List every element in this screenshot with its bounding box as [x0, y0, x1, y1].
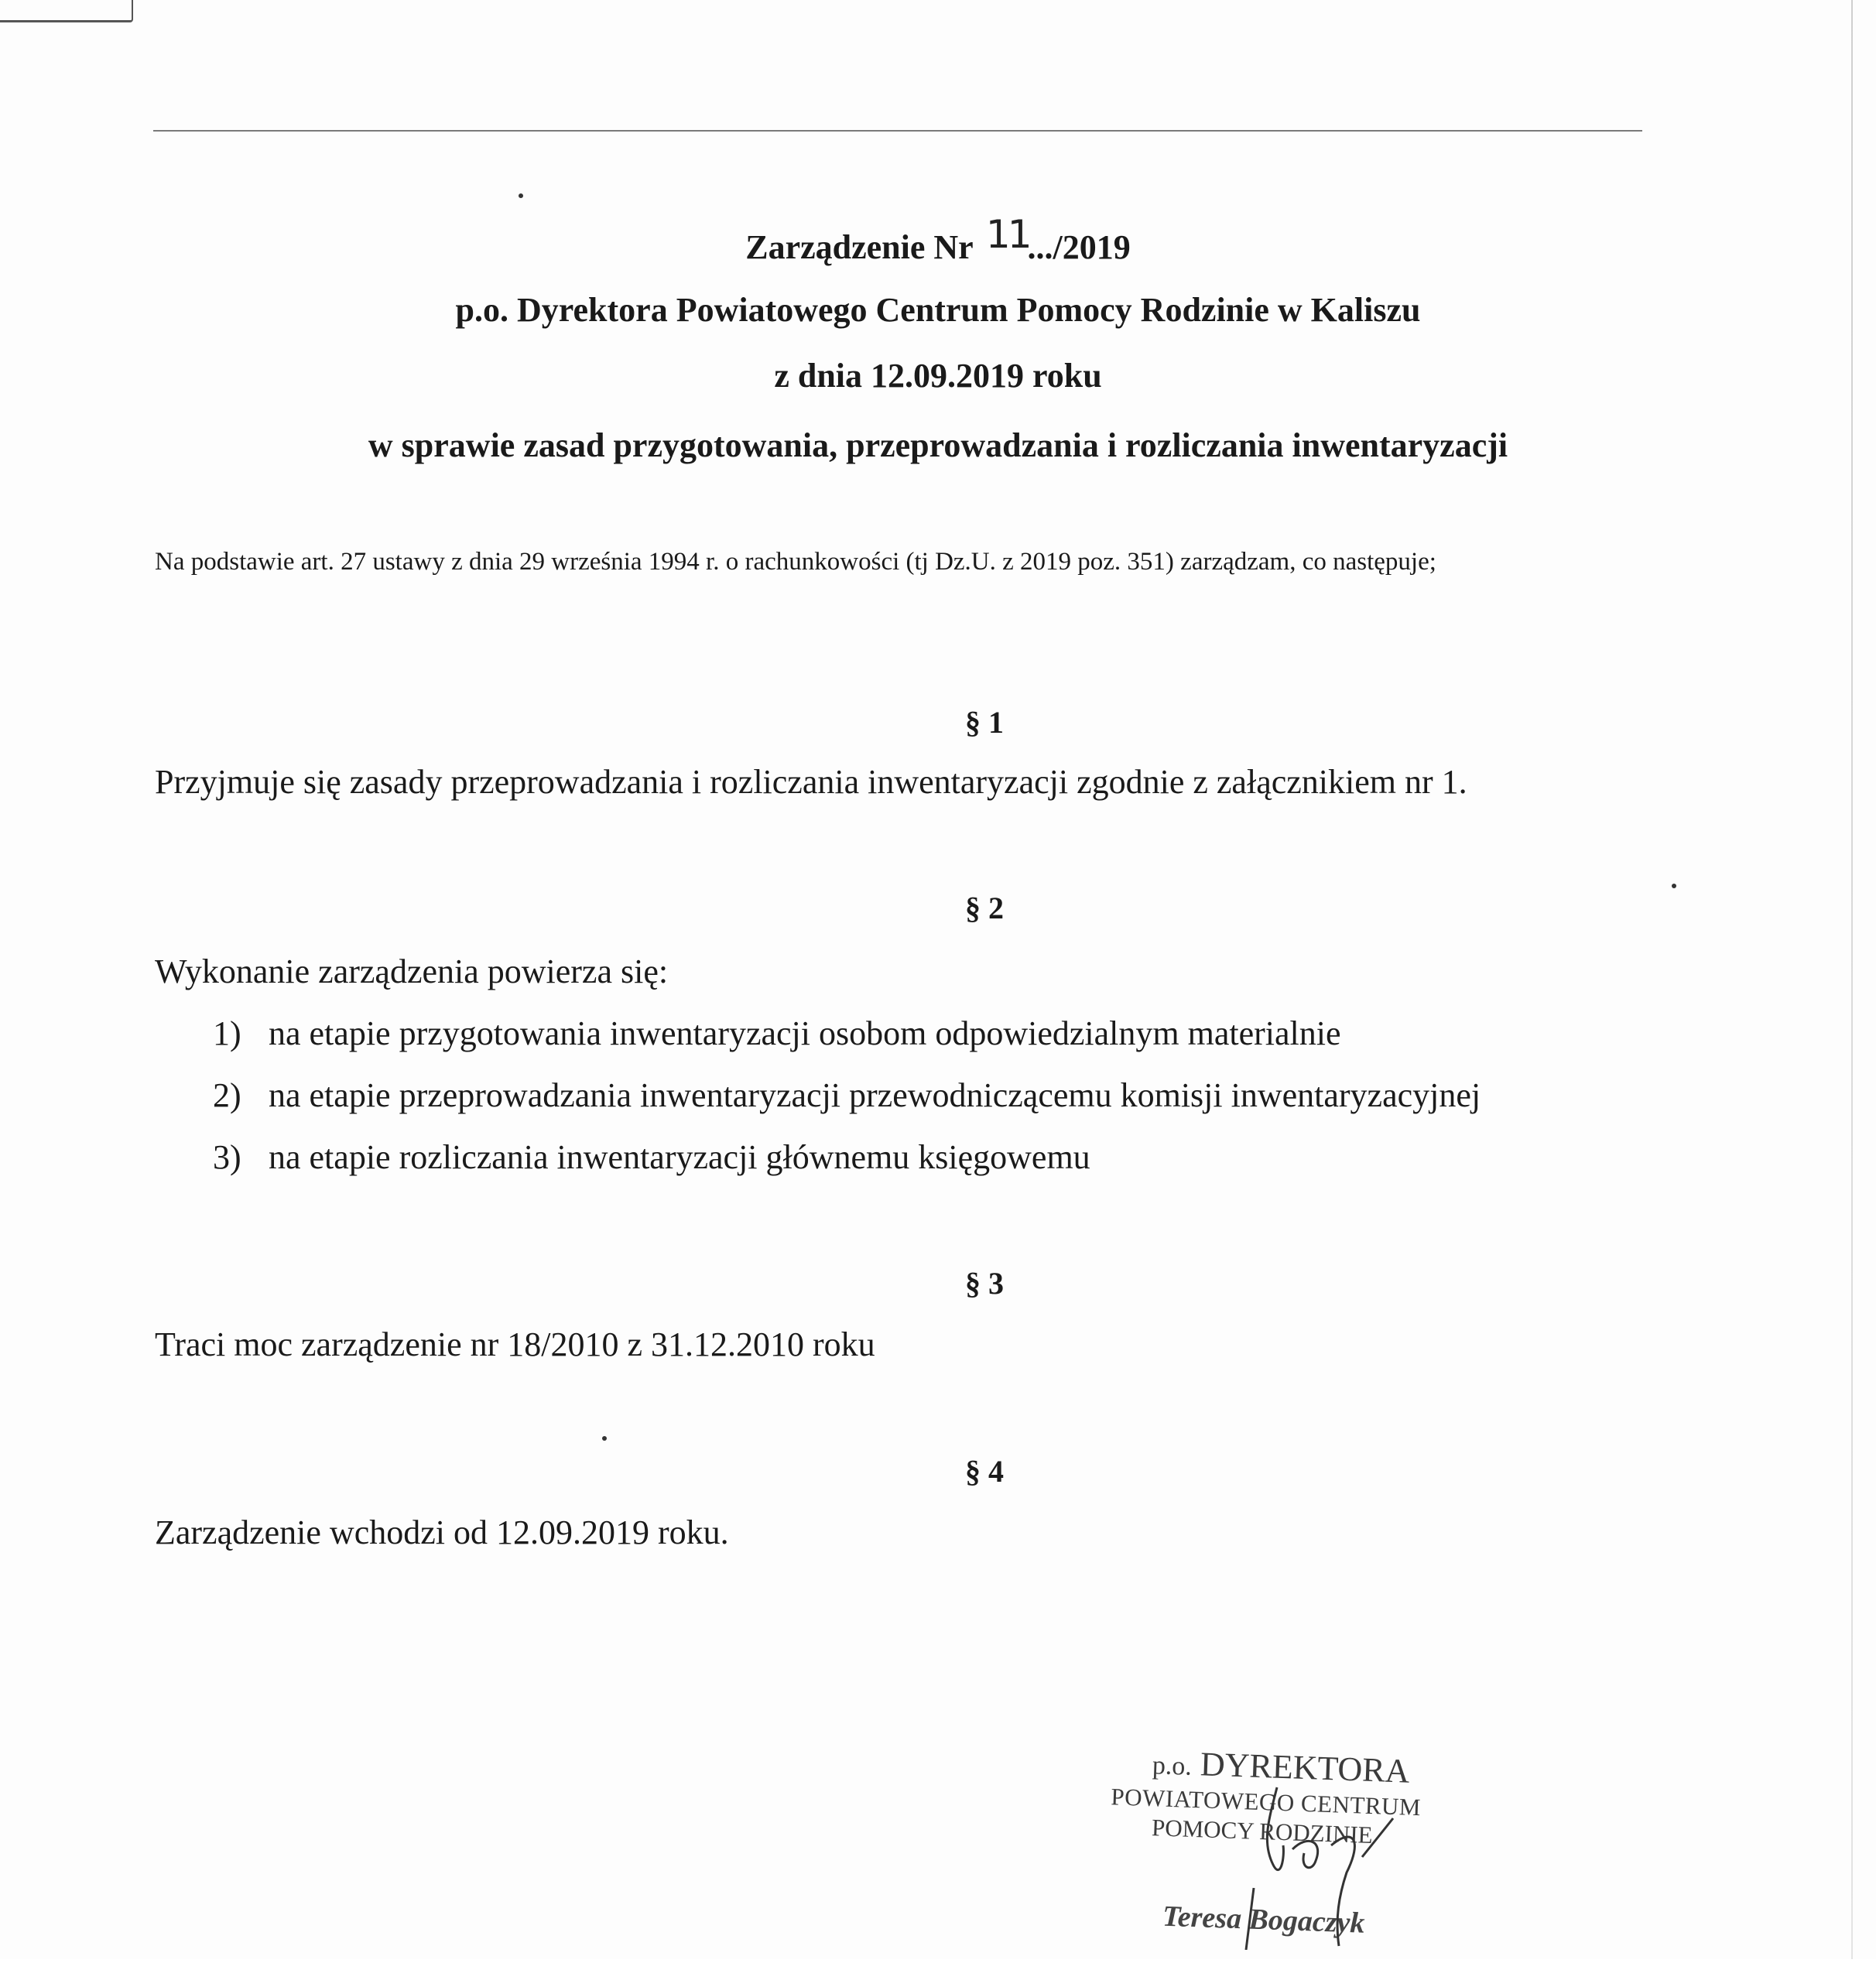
list-item: 3) na etapie rozliczania inwentaryzacji głównemu księgowemu: [213, 1138, 1090, 1176]
stamp-title: p.o. DYREKTORA: [1152, 1745, 1411, 1790]
signature-stroke: [1362, 1818, 1393, 1857]
stamp-line-2: POWIATOWEGO CENTRUM: [1110, 1783, 1422, 1821]
signature-stroke: [1267, 1787, 1283, 1870]
scan-speck: [1672, 884, 1676, 888]
section-1-text: Przyjmuje się zasady przeprowadzania i rozliczania inwentaryzacji zgodnie z załącznikiem nr 1.: [155, 763, 1467, 801]
signature-stroke: [1246, 1888, 1254, 1950]
document-date: z dnia 12.09.2019 roku: [774, 357, 1102, 395]
section-mark-4: § 4: [965, 1454, 1004, 1489]
section-4-text: Zarządzenie wchodzi od 12.09.2019 roku.: [155, 1513, 729, 1551]
stamp-name: Teresa Bogaczyk: [1162, 1900, 1366, 1940]
section-mark-2: § 2: [965, 891, 1004, 925]
document-title: Zarządzenie Nr 11.../2019: [745, 212, 1131, 266]
scan-speck: [519, 193, 523, 198]
preamble: Na podstawie art. 27 ustawy z dnia 29 września 1994 r. o rachunkowości (tj Dz.U. z 2019 poz. 351) zarządzam, co następuje;: [155, 548, 1436, 576]
signature-stroke: [1292, 1841, 1318, 1867]
handwritten-number: 11: [985, 212, 1029, 257]
header-rule: [153, 130, 1642, 132]
stamp-line-3: POMOCY RODZINIE: [1151, 1814, 1374, 1849]
section-3-text: Traci moc zarządzenie nr 18/2010 z 31.12.2010 roku: [155, 1325, 875, 1363]
document-issuer: p.o. Dyrektora Powiatowego Centrum Pomocy Rodzinie w Kaliszu: [455, 291, 1421, 329]
scan-artifact-corner: [0, 0, 133, 22]
list-item: 1) na etapie przygotowania inwentaryzacji osobom odpowiedzialnym materialnie: [213, 1014, 1341, 1052]
handwritten-signature: [1238, 1772, 1424, 1950]
section-2-text: Wykonanie zarządzenia powierza się:: [155, 952, 669, 990]
section-mark-1: § 1: [965, 705, 1004, 740]
scan-speck: [602, 1436, 607, 1441]
section-mark-3: § 3: [965, 1266, 1004, 1301]
signature-stroke: [1331, 1837, 1354, 1946]
list-item: 2) na etapie przeprowadzania inwentaryzacji przewodniczącemu komisji inwentaryzacyjnej: [213, 1076, 1481, 1114]
document-subject: w sprawie zasad przygotowania, przeprowadzania i rozliczania inwentaryzacji: [368, 426, 1508, 464]
